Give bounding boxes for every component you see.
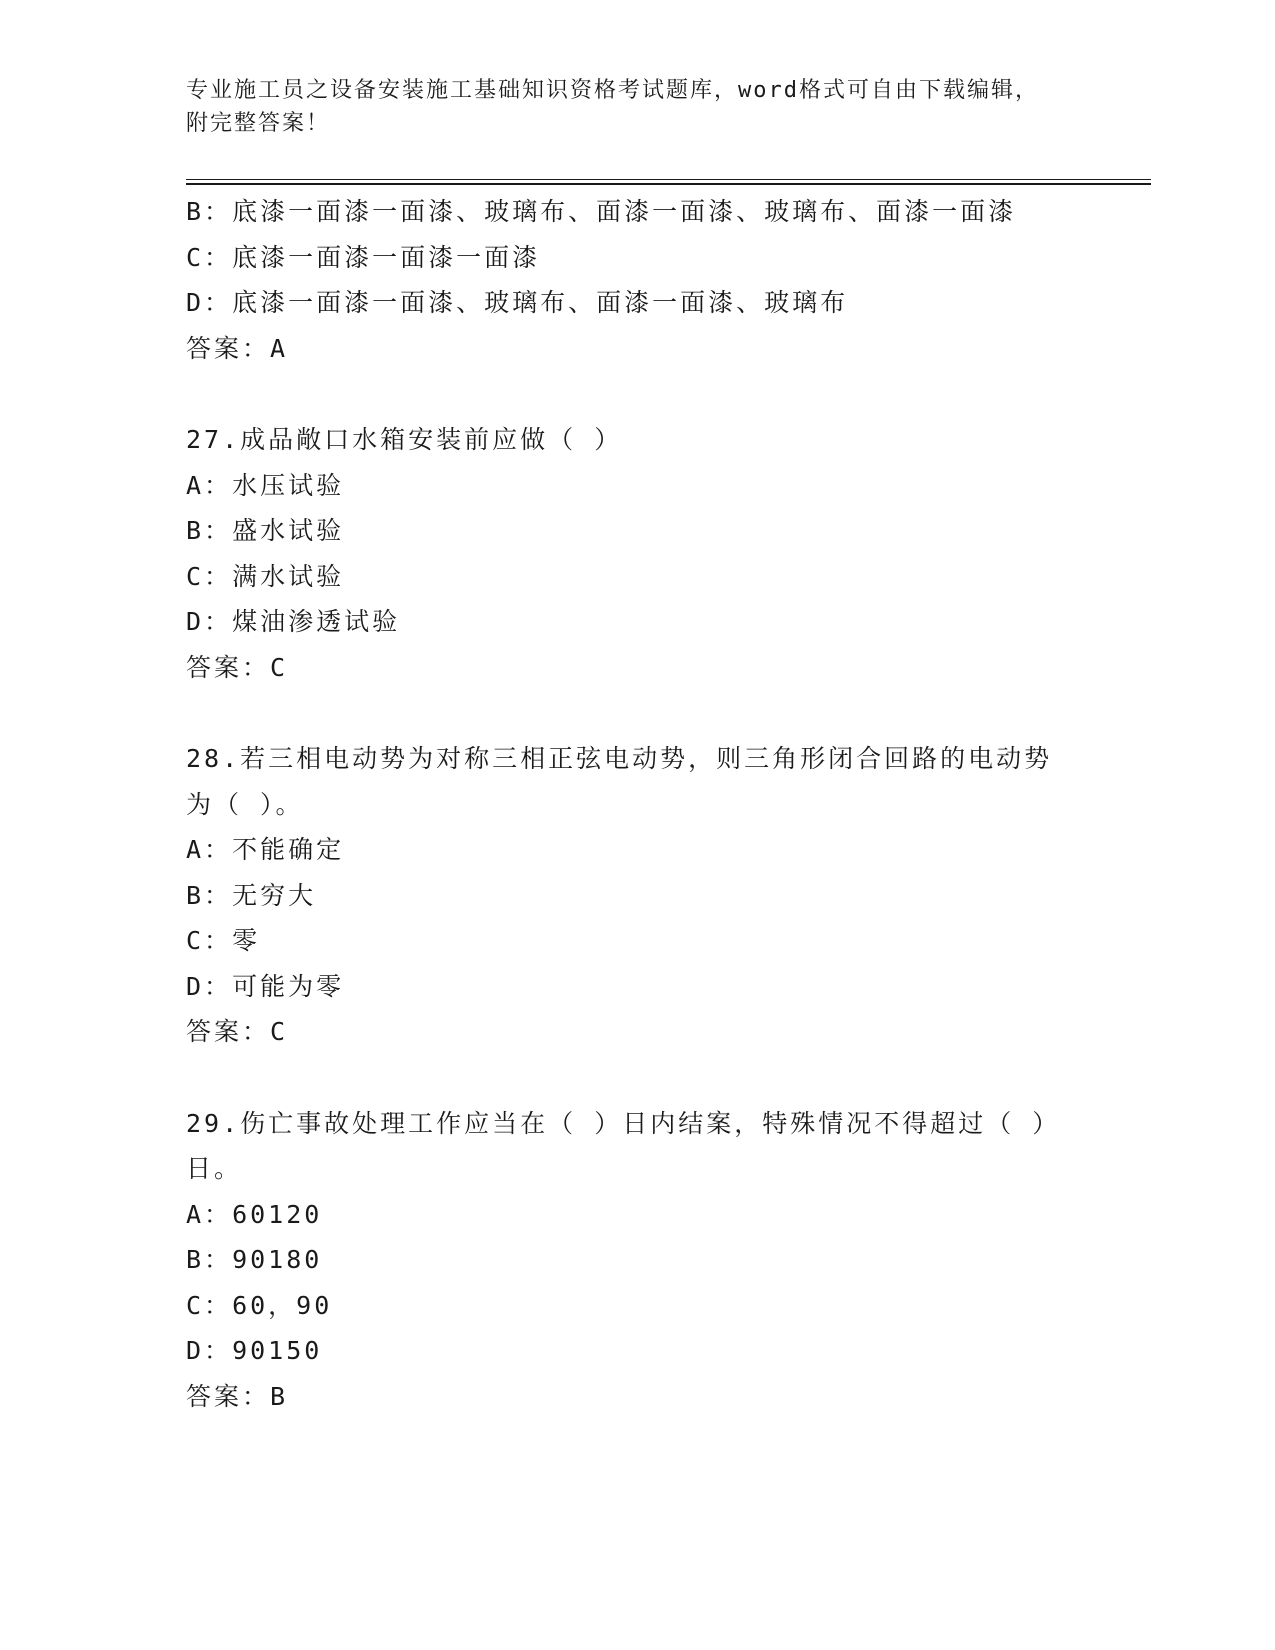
option-b: B：盛水试验 <box>186 516 345 545</box>
option-d: D：煤油渗透试验 <box>186 607 401 636</box>
option-c: C：60，90 <box>186 1290 333 1320</box>
option-b: B：无穷大 <box>186 880 317 910</box>
answer: 答案：C <box>186 652 289 682</box>
option-c: C：底漆一面漆一面漆一面漆 <box>186 242 541 272</box>
option-a: A：不能确定 <box>186 835 345 864</box>
question-list <box>186 189 1146 1419</box>
answer: 答案：C <box>186 1017 289 1046</box>
question-28 <box>186 736 1146 1055</box>
option-b: B：90180 <box>186 1245 323 1274</box>
question-stem-continued: 日。 <box>186 1154 243 1183</box>
option-c: C：零 <box>186 926 261 955</box>
option-c: C：满水试验 <box>186 561 345 591</box>
option-a: A：60120 <box>186 1199 323 1229</box>
document-header <box>186 74 1086 140</box>
header-line-2: 附完整答案！ <box>186 111 331 136</box>
option-d: D：底漆一面漆一面漆、玻璃布、面漆一面漆、玻璃布 <box>186 288 849 317</box>
header-divider-thick <box>186 183 1151 185</box>
question-stem-continued: 为（ ）。 <box>186 789 304 819</box>
question-29 <box>186 1101 1146 1420</box>
header-line-1: 专业施工员之设备安装施工基础知识资格考试题库，word格式可自由下载编辑， <box>186 78 1039 103</box>
answer: 答案：A <box>186 333 289 363</box>
option-d: D：可能为零 <box>186 971 345 1001</box>
option-a: A：水压试验 <box>186 470 345 500</box>
question-stem: 28.若三相电动势为对称三相正弦电动势，则三角形闭合回路的电动势 <box>186 744 1053 773</box>
question-stem: 29.伤亡事故处理工作应当在（ ）日内结案，特殊情况不得超过（ ） <box>186 1108 1061 1138</box>
answer: 答案：B <box>186 1381 289 1411</box>
option-b: B：底漆一面漆一面漆、玻璃布、面漆一面漆、玻璃布、面漆一面漆 <box>186 197 1017 226</box>
question-stem: 27.成品敞口水箱安装前应做（ ） <box>186 425 623 454</box>
header-divider-thin <box>186 179 1151 180</box>
question-26-continuation <box>186 189 1146 371</box>
option-d: D：90150 <box>186 1336 323 1365</box>
question-27 <box>186 417 1146 690</box>
